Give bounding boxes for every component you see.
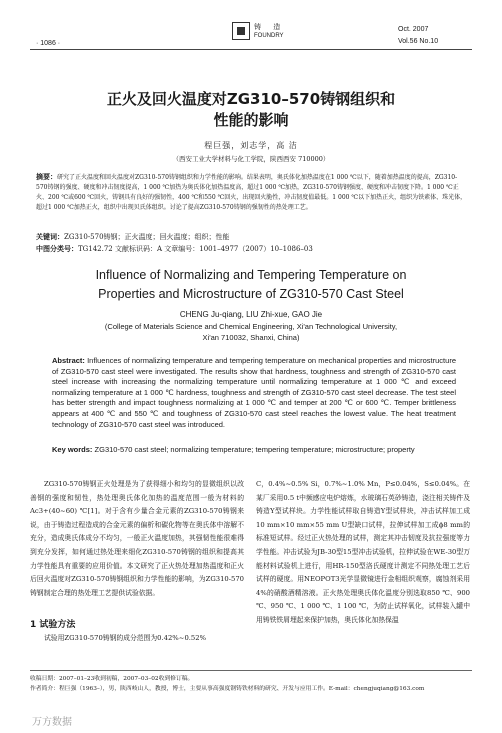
issue-volume: Vol.56 No.10 bbox=[398, 38, 439, 45]
footnote-rule bbox=[30, 670, 472, 671]
footnote-received: 收稿日期：2007–01–23收到初稿，2007–03–02收到修订稿。 bbox=[30, 676, 194, 682]
cn-keywords bbox=[36, 232, 468, 242]
body-right-column: C，0.4%~0.5% Si，0.7%~1.0% Mn，P≤0.04%，S≤0.04%。在某厂采用0.5 t中频感应电炉熔炼，水玻璃石英砂铸造，浇注相关铸件及铸造Y型试样块。力学性能试样取自铸造Y型试样块，冲击试样加工成10 mm×10 mm×55 mm U型缺口试样，拉伸试样加工成ϕ8 mm的标准短试样。经过正火热处理的试样，测定其冲击韧度及抗拉强度等力学性能。冲击试验为JB-30型15型冲击试验机，拉伸试验在WE-30型万能材料试验机上进行，用HR-150型洛氏硬度计测定不同热处理工艺后试样的硬度。用NEOPOT3光学显微镜进行金相组织观察，腐蚀剂采用4%的硝酸酒精溶液。正火热处理奥氏体化温度分别选取850 ℃、900 ℃、950 ℃、1 000 ℃、1 100 ℃，为防止试样氧化，试样装入罐中用铸铁铁屑埋起来保护加热，奥氏体化加热保温 bbox=[256, 480, 470, 624]
en-affiliation bbox=[30, 321, 472, 343]
cn-abstract bbox=[36, 172, 468, 213]
header-rule bbox=[30, 49, 472, 50]
cn-keywords-text: ZG310-570铸钢；正火温度；回火温度；组织；性能 bbox=[64, 233, 230, 241]
cn-classification-label: 中图分类号： bbox=[36, 245, 78, 253]
en-keywords-label: Key words: bbox=[52, 445, 93, 454]
en-title-line1: Influence of Normalizing and Tempering Temperature on bbox=[95, 268, 407, 282]
cn-keywords-label: 关键词： bbox=[36, 233, 64, 241]
journal-logo-icon bbox=[232, 22, 250, 40]
en-abstract-label: Abstract: bbox=[52, 356, 85, 365]
cn-authors: 程巨强，刘志学，高 洁 bbox=[204, 141, 298, 150]
issue-date: Oct. 2007 bbox=[398, 26, 429, 33]
en-affiliation-line2: Xi'an 710032, Shanxi, China) bbox=[202, 333, 300, 342]
cn-affiliation: （西安工业大学材料与化工学院，陕西西安 710000） bbox=[172, 155, 330, 163]
page-number: · 1086 · bbox=[36, 40, 61, 47]
journal-name-cn: 铸 造 bbox=[254, 23, 286, 31]
en-affiliation-line1: (College of Materials Science and Chemical Engineering, Xi'an Technological University, bbox=[104, 322, 398, 331]
en-abstract-text: Influences of normalizing temperature and tempering temperature on mechanical properties and microstructure of ZG310-570 cast steel were investigated. The results show that hardness, toughness and strength of ZG310-570 cast steel increase with increasing the normalizing temperature until normalizing temperature at 1 000 ℃ and exceed normalizing temperature at 1 000 ℃ hardness, toughness and strength of ZG310-570 cast steel decrease. The test steel has better strength and impact toughness normalizing at 1 000 ℃ and temper at 200 ℃ or 600 ℃. Temper brittleness appears at 400 ℃ and 550 ℃ and toughness of ZG310-570 cast steel reaches the lowest value. The heat treatment technology of ZG310-570 cast steel was introduced. bbox=[52, 356, 456, 429]
en-authors: CHENG Ju-qiang, LIU Zhi-xue, GAO Jie bbox=[179, 310, 323, 319]
cn-abstract-text: 研究了正火温度和回火温度对ZG310-570铸钢组织和力学性能的影响。结果表明，奥氏体化加热温度在1 000 ℃以下，随着加热温度的提高，ZG310-570铸钢的强度、硬度和冲击韧度提高，1 000 ℃加热为奥氏体化加热温度高，超过1 000 ℃加热，ZG310-570铸钢强度、硬度和冲击韧度下降。1 000 ℃正火、200 ℃或600 ℃回火，铸钢具有良好的强韧性，400 ℃和550 ℃回火，出现回火脆性，冲击韧度值最低。1 000 ℃以下加热正火，组织为铁素体、珠光体，超过1 000 ℃加热正火，组织中出现贝氏体组织。讨论了提高ZG310-570铸钢的强韧性的热处理工艺。 bbox=[36, 174, 467, 211]
journal-name-en: FOUNDRY bbox=[254, 33, 284, 39]
footnote-author: 作者简介：程巨强（1963–），男，陕西岐山人，教授，博士，主要从事高强度钢铸铁材料的研究、开发与应用工作。E-mail：chengjuqiang@163.com bbox=[30, 686, 425, 692]
en-keywords-text: ZG310-570 cast steel; normalizing temperature; tempering temperature; microstructure; property bbox=[94, 445, 415, 454]
cn-classification-text: TG142.72 文献标识码：A 文章编号：1001–4977（2007）10–1086–03 bbox=[78, 245, 313, 253]
cn-title-line2: 性能的影响 bbox=[213, 111, 289, 129]
en-keywords bbox=[52, 445, 456, 456]
cn-classification bbox=[36, 244, 468, 254]
section-heading: 1 试验方法 bbox=[30, 620, 76, 630]
section-first-line: 试验用ZG310-570铸钢的成分范围为0.42%~0.52% bbox=[44, 634, 207, 642]
watermark: 万方数据 bbox=[32, 717, 72, 728]
en-abstract bbox=[52, 356, 456, 430]
cn-abstract-label: 摘要： bbox=[36, 173, 57, 181]
en-title-line2: Properties and Microstructure of ZG310-570 Cast Steel bbox=[98, 287, 404, 301]
cn-title-line1: 正火及回火温度对ZG310–570铸钢组织和 bbox=[106, 90, 396, 108]
body-left-column: ZG310-570铸钢正火处理是为了获得细小和均匀的显微组织以改善钢的强度和韧性，热处理奥氏体化加热的温度范围一般为材料的Ac3+(40~60) ℃[1]。对于含有少量合金元素的ZG310-570铸钢来说，由于铸造过程造成的合金元素的偏析和碳化物等在奥氏体中溶解不充分，造成奥氏体成分不均匀，一般正火温度加热，其强韧性能很难得到充分发挥，如何通过热处理来细化ZG310-570铸钢的组织和提高其力学性能具有重要的应用价值。本文研究了正火热处理加热温度和正火后回火温度对ZG310-570铸钢组织和力学性能的影响，为ZG310-570铸钢制定合理的热处理工艺提供试验依据。 bbox=[30, 480, 244, 597]
